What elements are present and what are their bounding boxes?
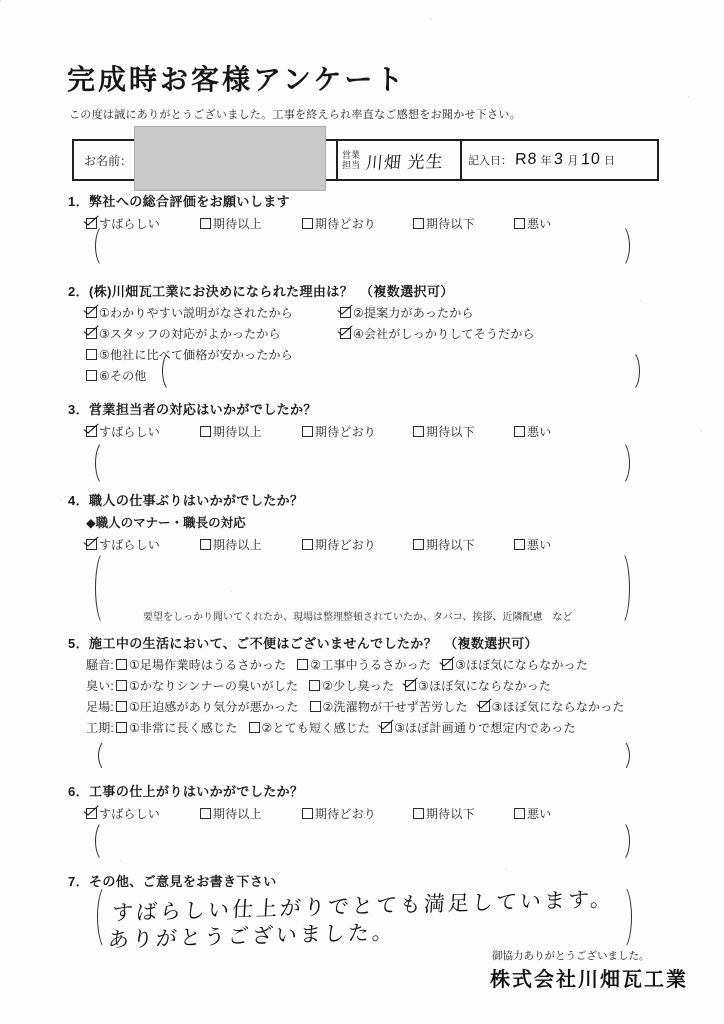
date-day-handwritten: 10 <box>581 150 602 169</box>
checkbox-icon <box>302 808 313 819</box>
answer-option <box>116 656 286 673</box>
checkbox-icon <box>479 701 490 712</box>
option-label: 期待以下 <box>426 217 475 231</box>
answer-option <box>413 423 514 440</box>
option-label: 悪い <box>527 538 552 552</box>
option-label: すばらしい <box>99 425 161 439</box>
option-label: 期待以下 <box>426 425 475 439</box>
checkbox-icon <box>405 680 416 691</box>
checkbox-icon <box>86 426 97 437</box>
redacted-name-box <box>134 126 326 191</box>
date-year-handwritten: R8 <box>514 150 538 169</box>
checkbox-icon <box>200 808 211 819</box>
date-month-handwritten: 3 <box>554 150 565 169</box>
page-subtitle: この度は誠にありがとうございました。工事を終えられ率直なご感想をお聞かせ下さい。 <box>69 109 521 121</box>
comment-hint-note: 要望をしっかり聞いてくれたか、現場は整理整頓されていたか、タバコ、挨拶、近隣配慮 など <box>143 612 573 623</box>
comment-area-bracket <box>95 224 630 268</box>
option-label: 期待以下 <box>426 807 475 821</box>
answer-option <box>302 423 413 440</box>
option-label: 期待どおり <box>315 538 377 552</box>
checkbox-icon <box>310 701 321 712</box>
answer-option <box>310 698 468 715</box>
checkbox-icon <box>413 539 424 550</box>
option-label: すばらしい <box>99 807 161 821</box>
answer-option <box>340 304 474 321</box>
question-4 <box>68 490 668 553</box>
inconvenience-row <box>68 697 688 715</box>
option-label: 期待どおり <box>315 807 377 821</box>
row-prefix: 工期: <box>86 720 114 735</box>
question-5 <box>68 633 688 736</box>
question-6 <box>68 781 668 822</box>
comment-area-bracket <box>95 820 630 862</box>
option-label: 期待以上 <box>213 217 262 231</box>
checkbox-icon <box>340 328 351 339</box>
question-text: 職人の仕事ぶりはいかがでしたか？ <box>89 493 304 508</box>
checkbox-icon <box>86 307 97 318</box>
checkbox-icon <box>200 426 211 437</box>
inconvenience-row <box>68 718 688 736</box>
option-label: ①かなりシンナーの臭いがした <box>128 678 299 693</box>
date-month-unit: 月 <box>567 155 579 167</box>
inconvenience-row <box>68 676 688 694</box>
option-label: ⑥その他 <box>99 368 147 383</box>
sales-rep-label: 営業担当 <box>342 149 361 170</box>
option-label: ①足場作業時はうるさかった <box>128 657 287 672</box>
checkbox-icon <box>514 539 525 550</box>
option-label: 期待以下 <box>426 538 475 552</box>
option-label: ②少し臭った <box>322 678 395 693</box>
checkbox-icon <box>116 680 127 691</box>
option-label: ①わかりやすい説明がなされたから <box>99 305 293 320</box>
question-title <box>68 281 668 300</box>
option-label: 悪い <box>527 425 552 439</box>
option-label: すばらしい <box>99 217 161 231</box>
option-label: ⑤他社に比べて価格が安かったから <box>99 347 293 362</box>
date-day-unit: 日 <box>604 155 616 167</box>
checkbox-icon <box>116 701 127 712</box>
answer-option <box>86 304 340 321</box>
answer-option <box>381 719 576 736</box>
question-number: 6． <box>68 784 90 799</box>
question-title <box>68 781 668 800</box>
checkbox-icon <box>413 426 424 437</box>
option-label: ②提案力があったから <box>353 305 474 320</box>
option-label: 悪い <box>527 807 552 821</box>
inconvenience-row <box>68 655 688 673</box>
question-title <box>68 490 668 509</box>
option-label: 期待どおり <box>315 217 377 231</box>
checkbox-icon <box>249 722 260 733</box>
row-prefix: 足場: <box>86 699 114 714</box>
checkbox-icon <box>514 426 525 437</box>
checkbox-icon <box>413 808 424 819</box>
answer-option <box>86 325 340 342</box>
question-text: 施工中の生活において、ご不便はございませんでしたか？ （複数選択可） <box>89 636 538 651</box>
row-prefix: 騒音: <box>86 657 114 672</box>
answer-option <box>116 698 299 715</box>
page-title: 完成時お客様アンケート <box>67 65 407 96</box>
option-label: ②とても短く感じた <box>261 720 371 735</box>
option-label: ②洗濯物が干せず苦労した <box>322 699 468 714</box>
question-title <box>68 191 668 210</box>
answer-option <box>340 325 535 342</box>
question-title <box>68 633 688 652</box>
question-title <box>68 399 668 418</box>
question-number: 1． <box>68 194 90 209</box>
checkbox-icon <box>86 328 97 339</box>
answer-option <box>309 677 394 694</box>
answer-option <box>200 423 302 440</box>
option-label: ③ほぼ気にならなかった <box>491 699 625 714</box>
reason-row <box>68 303 668 321</box>
sales-rep-cell <box>336 141 460 179</box>
checkbox-icon <box>200 539 211 550</box>
checkbox-icon <box>442 659 453 670</box>
question-sub-label: ◆職人のマナー・職長の対応 <box>86 516 246 530</box>
question-text: その他、ご意見をお書き下さい <box>89 874 277 889</box>
customer-name-label: お名前： <box>84 153 133 168</box>
footer-thanks-text: 御協力ありがとうございました。 <box>492 950 650 962</box>
option-label: 期待以上 <box>213 538 262 552</box>
comment-area-bracket <box>98 739 630 772</box>
checkbox-icon <box>86 539 97 550</box>
row-prefix: 臭い: <box>86 678 114 693</box>
checkbox-icon <box>116 659 127 670</box>
option-label: 悪い <box>527 217 552 231</box>
checkbox-icon <box>297 659 308 670</box>
question-number: 4． <box>68 493 90 508</box>
question-3 <box>68 399 668 440</box>
rating-options <box>68 423 668 440</box>
answer-option <box>86 367 147 384</box>
answer-option <box>297 656 431 673</box>
question-text: 弊社への総合評価をお願いします <box>89 194 291 209</box>
checkbox-icon <box>86 349 97 360</box>
checkbox-icon <box>116 722 127 733</box>
answer-option <box>442 656 588 673</box>
checkbox-icon <box>86 808 97 819</box>
option-label: 期待以上 <box>213 807 262 821</box>
reason-row <box>68 324 668 342</box>
answer-option <box>249 719 371 736</box>
question-text: (株)川畑瓦工業にお決めになられた理由は？ （複数選択可） <box>89 284 454 299</box>
handwritten-comment-line: すばらしい仕上がりでとても満足しています。 <box>111 887 615 926</box>
checkbox-icon <box>514 808 525 819</box>
comment-area-bracket <box>95 440 630 486</box>
answer-option <box>479 698 625 715</box>
answer-option <box>116 719 238 736</box>
scan-noise <box>0 0 2 2</box>
option-label: 期待どおり <box>315 425 377 439</box>
checkbox-icon <box>302 426 313 437</box>
option-label: ①非常に長く感じた <box>128 720 238 735</box>
option-label: ②工事中うるさかった <box>310 657 432 672</box>
question-text: 工事の仕上がりはいかがでしたか？ <box>89 784 304 799</box>
option-label: 期待以上 <box>213 425 262 439</box>
answer-option <box>116 677 298 694</box>
comment-area-bracket <box>95 550 630 626</box>
question-number: 3． <box>68 402 90 417</box>
answer-option <box>405 677 551 694</box>
option-label: ③スタッフの対応がよかったから <box>99 326 281 341</box>
checkbox-icon <box>381 722 392 733</box>
answer-option <box>86 423 200 440</box>
fill-date-label: 記入日： <box>468 155 512 167</box>
checkbox-icon <box>86 370 97 381</box>
checkbox-icon <box>340 307 351 318</box>
option-label: ③ほぼ気にならなかった <box>455 657 589 672</box>
other-reason-bracket <box>162 350 640 392</box>
question-number: 2． <box>68 284 90 299</box>
fill-date-cell <box>460 141 657 179</box>
question-text: 営業担当者の対応はいかがでしたか？ <box>89 402 317 417</box>
footer-company-name: 株式会社川畑瓦工業 <box>490 969 688 991</box>
question-number: 7． <box>68 874 90 889</box>
option-label: ③ほぼ気にならなかった <box>418 678 552 693</box>
option-label: ③ほぼ計画通りで想定内であった <box>394 720 576 735</box>
question-number: 5． <box>68 636 90 651</box>
sales-rep-handwritten-value: 川畑 光生 <box>364 151 445 173</box>
option-label: すばらしい <box>99 538 161 552</box>
checkbox-icon <box>309 680 320 691</box>
answer-option <box>514 423 551 440</box>
option-label: ①圧迫感があり気分が悪かった <box>128 699 299 714</box>
handwritten-comment-line: ありがとうございました。 <box>107 920 397 953</box>
date-year-unit: 年 <box>540 155 552 167</box>
checkbox-icon <box>302 539 313 550</box>
option-label: ④会社がしっかりしてそうだから <box>353 326 535 341</box>
